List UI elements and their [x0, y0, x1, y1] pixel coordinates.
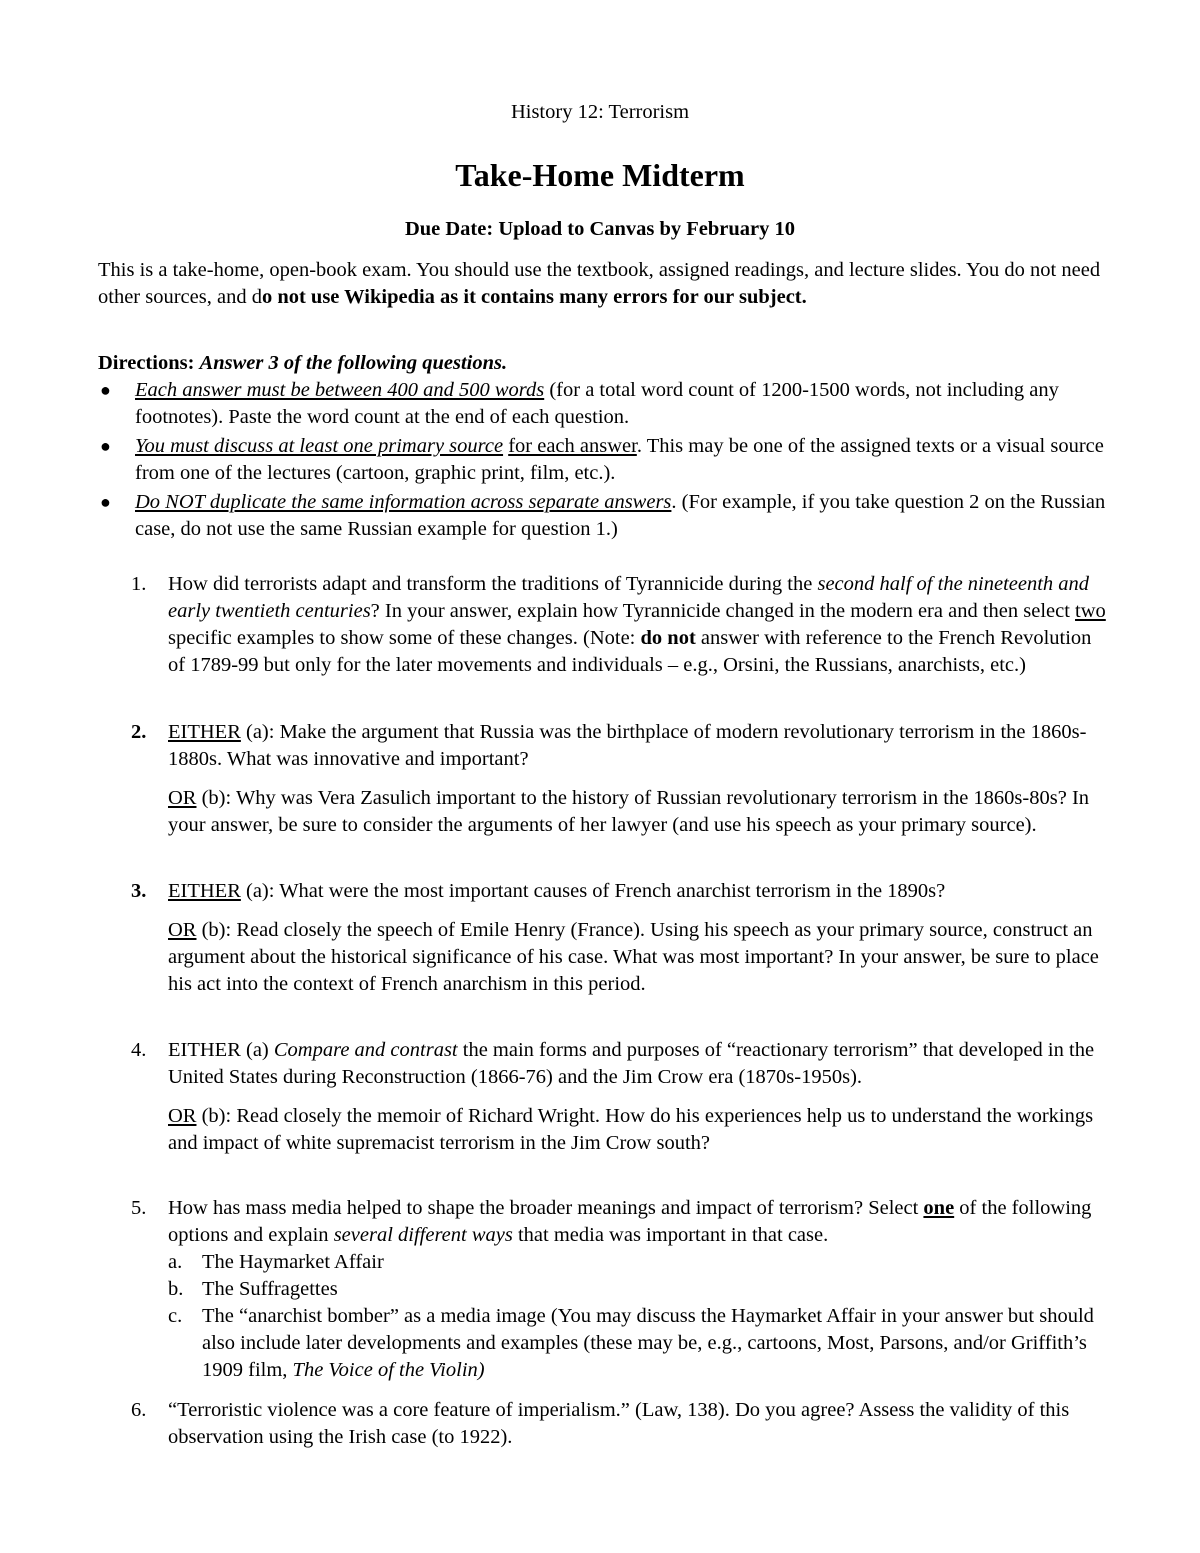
option-text: The Suffragettes — [202, 1278, 338, 1300]
question-number: 3. — [131, 880, 147, 902]
text-segment: specific examples to show some of these changes. (Note: — [168, 627, 641, 649]
text-segment: the main forms and purposes of “reactionary terrorism” that developed in the United States during Reconstruction (1866-76) and the Jim Crow era (1870s-1950s). — [168, 1039, 1095, 1088]
italic-segment: several different ways — [333, 1224, 513, 1246]
bullet-underlined-plain: for each answer — [508, 435, 637, 457]
question-text: “Terroristic violence was a core feature of imperialism.” (Law, 138). Do you agree? Assess the validity of this observation using the Irish case (to 1922). — [168, 1399, 1070, 1448]
text-segment: answer with reference to the French Revolution of 1789-99 but only for the later movements and individuals – e.g., Orsini, the Russians, anarchists, etc.) — [168, 627, 1092, 676]
intro-text: This is a take-home, open-book exam. You should use the textbook, assigned readings, and lecture slides. You do not need other sources, and d — [98, 259, 1101, 308]
question-1 — [131, 571, 1111, 679]
text-segment: EITHER (a) — [168, 1039, 274, 1061]
option-list — [168, 1249, 1111, 1384]
text-segment: of the following options and explain — [168, 1197, 1092, 1246]
bullet-icon: ● — [100, 492, 111, 512]
italic-segment: second half of the nineteenth and early twentieth centuries — [168, 573, 1090, 622]
question-6 — [131, 1397, 1111, 1451]
intro-paragraph — [98, 257, 1108, 311]
question-number: 4. — [131, 1039, 147, 1061]
or-label: OR — [168, 1105, 197, 1127]
bullet-underlined: You must discuss at least one primary source — [135, 435, 504, 457]
text-segment: How did terrorists adapt and transform the traditions of Tyrannicide during the — [168, 573, 818, 595]
or-label: OR — [168, 787, 197, 809]
bullet-text: . (For example, if you take question 2 on the Russian case, do not use the same Russian example for question 1.) — [135, 491, 1106, 540]
question-option-a — [168, 719, 1111, 773]
text-segment: (b): Read closely the memoir of Richard Wright. How do his experiences help us to understand the workings and impact of white supremacist terrorism in the Jim Crow south? — [168, 1105, 1094, 1154]
course-title: History 12: Terrorism — [510, 101, 690, 123]
question-4 — [131, 1037, 1111, 1157]
either-label: EITHER — [168, 721, 241, 743]
underlined-segment: two — [1075, 600, 1106, 622]
document-title: Take-Home Midterm — [455, 157, 745, 193]
option-letter: a. — [168, 1251, 183, 1273]
option-text: The “anarchist bomber” as a media image (You may discuss the Haymarket Affair in your answer but should also include later developments and examples (these may be, e.g., cartoons, Most, Parsons, and/or Griffith’s 1909 film, — [202, 1305, 1094, 1381]
list-item — [98, 433, 1108, 487]
bold-underlined-segment: one — [923, 1197, 955, 1219]
list-item — [168, 1249, 1111, 1276]
question-option-b — [168, 917, 1111, 998]
bullet-icon: ● — [100, 436, 111, 456]
text-segment: How has mass media helped to shape the broader meanings and impact of terrorism? Select — [168, 1197, 924, 1219]
question-text — [168, 571, 1111, 679]
directions-instruction: Answer 3 of the following questions. — [199, 352, 508, 374]
bullet-text: . This may be one of the assigned texts or a visual source from one of the lectures (cartoon, graphic print, film, etc.). — [135, 435, 1104, 484]
italic-segment: The Voice of the Violin) — [292, 1359, 485, 1381]
question-option-a — [168, 1037, 1111, 1091]
option-text: The Haymarket Affair — [202, 1251, 384, 1273]
bold-segment: do not — [640, 627, 696, 649]
text-segment: ? In your answer, explain how Tyrannicide changed in the modern era and then select — [370, 600, 1076, 622]
question-number: 2. — [131, 721, 147, 743]
list-item — [168, 1276, 1111, 1303]
directions-list — [98, 377, 1108, 545]
italic-segment: Compare and contrast — [273, 1039, 458, 1061]
question-number: 6. — [131, 1399, 147, 1421]
or-label: OR — [168, 919, 197, 941]
question-option-b — [168, 1103, 1111, 1157]
question-3 — [131, 878, 1111, 998]
question-text — [168, 1195, 1111, 1249]
intro-bold-warning: o not use Wikipedia as it contains many errors for our subject. — [261, 286, 807, 308]
list-item — [98, 377, 1108, 431]
text-segment: (a): Make the argument that Russia was the birthplace of modern revolutionary terrorism in the 1860s-1880s. What was innovative and important? — [168, 721, 1087, 770]
directions-label: Directions: — [98, 352, 195, 374]
text-segment: that media was important in that case. — [512, 1224, 829, 1246]
text-segment: (a): What were the most important causes of French anarchist terrorism in the 1890s? — [240, 880, 946, 902]
question-number: 1. — [131, 573, 147, 595]
list-item — [98, 489, 1108, 543]
option-letter: b. — [168, 1278, 184, 1300]
bullet-underlined: Do NOT duplicate the same information across separate answers — [135, 491, 672, 513]
text-segment: (b): Why was Vera Zasulich important to the history of Russian revolutionary terrorism in the 1860s-80s? In your answer, be sure to consider the arguments of her lawyer (and use his speech as your primary source). — [168, 787, 1090, 836]
text-segment: (b): Read closely the speech of Emile Henry (France). Using his speech as your primary source, construct an argument about the historical significance of his case. What was most important? In your answer, be sure to place his act into the context of French anarchism in this period. — [168, 919, 1099, 995]
question-2 — [131, 719, 1111, 839]
directions-heading — [98, 350, 1108, 377]
either-label: EITHER — [168, 880, 241, 902]
list-item — [168, 1303, 1111, 1384]
bullet-icon: ● — [100, 380, 111, 400]
question-option-b — [168, 785, 1111, 839]
question-number: 5. — [131, 1197, 147, 1219]
option-letter: c. — [168, 1305, 183, 1327]
bullet-text: (for a total word count of 1200-1500 words, not including any footnotes). Paste the word count at the end of each question. — [135, 379, 1059, 428]
question-5 — [131, 1195, 1111, 1384]
due-date: Due Date: Upload to Canvas by February 10 — [404, 218, 796, 240]
question-option-a — [168, 878, 1111, 905]
bullet-underlined: Each answer must be between 400 and 500 words — [135, 379, 545, 401]
